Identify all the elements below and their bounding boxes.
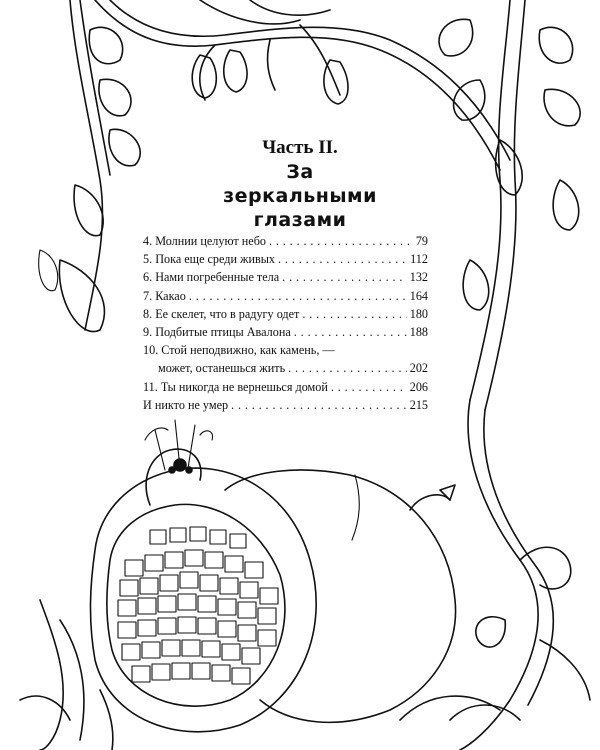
toc-item[interactable] [143,343,428,379]
toc-item-page: 79 [415,234,428,248]
toc-item-title-line [143,361,428,379]
toc-item[interactable] [143,234,428,252]
section-title-word-1: За [286,161,314,183]
toc-leader-dots [269,234,413,249]
toc-item-title-line [143,343,428,361]
toc-leader-dots [278,252,407,267]
toc-item-title: 9. Подбитые птицы Авалона [143,324,291,339]
toc-item-page: 180 [409,306,428,321]
toc-item-title: 4. Молнии целуют небо [143,234,266,248]
toc-item-title: 5. Пока еще среди живых [143,252,276,267]
toc-item[interactable] [143,252,428,270]
toc-item-title: 6. Нами погребенные тела [143,270,280,285]
toc-leader-dots [288,361,407,376]
toc-item-page: 206 [409,379,428,394]
toc-item[interactable] [143,380,428,398]
left-vine [39,0,141,332]
toc-item-title: 7. Какао [143,288,186,303]
toc-leader-dots [282,270,407,285]
toc-item-title-continued: может, останешься жить [158,361,286,376]
table-of-contents [143,234,428,416]
toc-item-title: 10. Стой неподвижно, как камень, — [143,343,335,358]
toc-item-page: 132 [409,270,428,285]
pomegranate-cut [90,420,316,732]
right-lower-vines [400,397,590,750]
toc-item-page: 215 [409,397,428,412]
toc-leader-dots [294,325,407,340]
toc-item-page: 164 [409,288,428,303]
toc-item[interactable] [143,289,428,307]
section-title [205,136,395,232]
toc-item[interactable] [143,398,428,416]
section-part-label: Часть II. [262,137,338,158]
toc-item-page: 188 [409,324,428,339]
toc-item[interactable] [143,325,428,343]
section-title-word-2: зеркальными [223,185,377,207]
toc-item-title: 11. Ты никогда не вернешься домой [143,379,328,394]
toc-item-title: И никто не умер [143,397,229,412]
twig-right [410,485,455,510]
section-title-word-3: глазами [253,209,347,231]
toc-item[interactable] [143,307,428,325]
toc-leader-dots [189,289,407,304]
right-vine [439,0,580,410]
pomegranate-seeds [118,527,278,684]
toc-item-title: 8. Ее скелет, что в радугу одет [143,306,300,321]
toc-item-page: 202 [409,361,428,376]
bottom-left-vine [20,600,113,750]
toc-leader-dots [302,307,406,322]
toc-leader-dots [331,380,407,395]
toc-item-page: 112 [410,252,428,267]
toc-leader-dots [231,398,407,413]
toc-item[interactable] [143,270,428,288]
